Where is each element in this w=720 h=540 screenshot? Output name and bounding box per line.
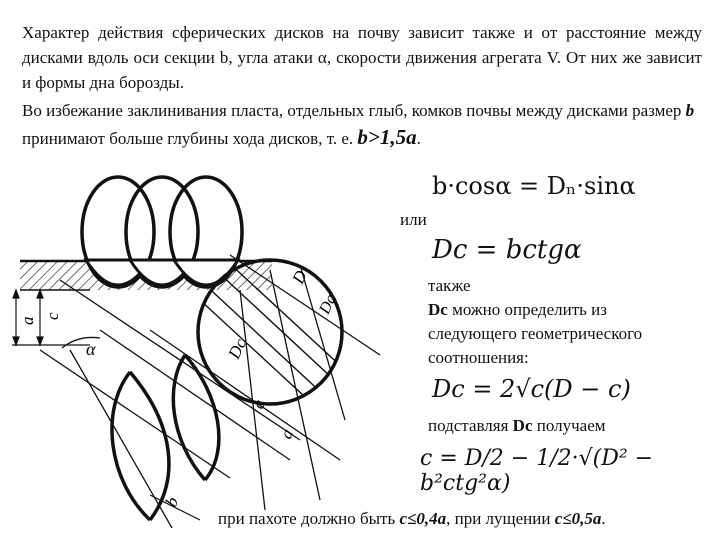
dc-bold: Dc <box>428 300 448 319</box>
p2-part1: Во избежание заклинивания пласта, отдельных глыб, комков почвы между дисками размер <box>22 101 686 120</box>
label-da: Da <box>316 291 340 317</box>
substituting-line <box>428 414 606 437</box>
bottom-c1: c≤0,4a <box>399 509 447 528</box>
word-ili: или <box>400 210 427 229</box>
label-alpha: α <box>86 339 96 359</box>
dc-line <box>428 298 607 321</box>
dc-rest: можно определить из <box>447 300 607 319</box>
formula-1: b·cosα = Dₙ·sinα <box>432 172 636 200</box>
disc-diagram <box>0 160 420 540</box>
formula-4: c = D/2 − 1/2·√(D² − b²ctg²α) <box>420 446 654 496</box>
label-a-right: a <box>276 425 298 442</box>
p2-part2: принимают больше глубины хода дисков, т. е. <box>22 129 358 148</box>
paragraph-2 <box>22 97 712 152</box>
formula-3: Dc = 2√c(D − c) <box>432 375 631 403</box>
sub-pre: подставляя <box>428 416 513 435</box>
paragraph-1: Характер действия сферических дисков на почву зависит также и от расстояние между дисками вдоль оси секции b, угла атаки α, скорости движения агрегата V. От них же зависит и формы дна борозды. <box>22 23 702 92</box>
bottom-end: . <box>601 509 606 528</box>
label-c-left: c <box>43 312 62 320</box>
label-d: D <box>288 267 311 287</box>
sub-post: получаем <box>532 416 606 435</box>
label-b-bottom: b <box>161 493 183 510</box>
bottom-mid: , при лущении <box>446 509 555 528</box>
line-2: следующего геометрического <box>428 324 643 343</box>
p2-end: . <box>416 129 421 148</box>
bottom-pre: при пахоте должно быть <box>218 509 400 528</box>
p2-condition: b>1,5a <box>357 125 417 149</box>
word-takzhe: также <box>428 276 471 295</box>
bottom-line <box>218 507 606 530</box>
disc-profiles <box>112 260 342 520</box>
formula-2: Dc = bctgα <box>432 235 582 265</box>
sub-dc: Dc <box>512 416 533 435</box>
p2-b: b <box>685 101 695 120</box>
label-a: a <box>18 316 37 325</box>
bottom-c2: c≤0,5a <box>554 509 602 528</box>
label-dc: Dc <box>224 335 251 362</box>
line-3: соотношения: <box>428 348 529 367</box>
label-c-right: c <box>248 396 269 412</box>
